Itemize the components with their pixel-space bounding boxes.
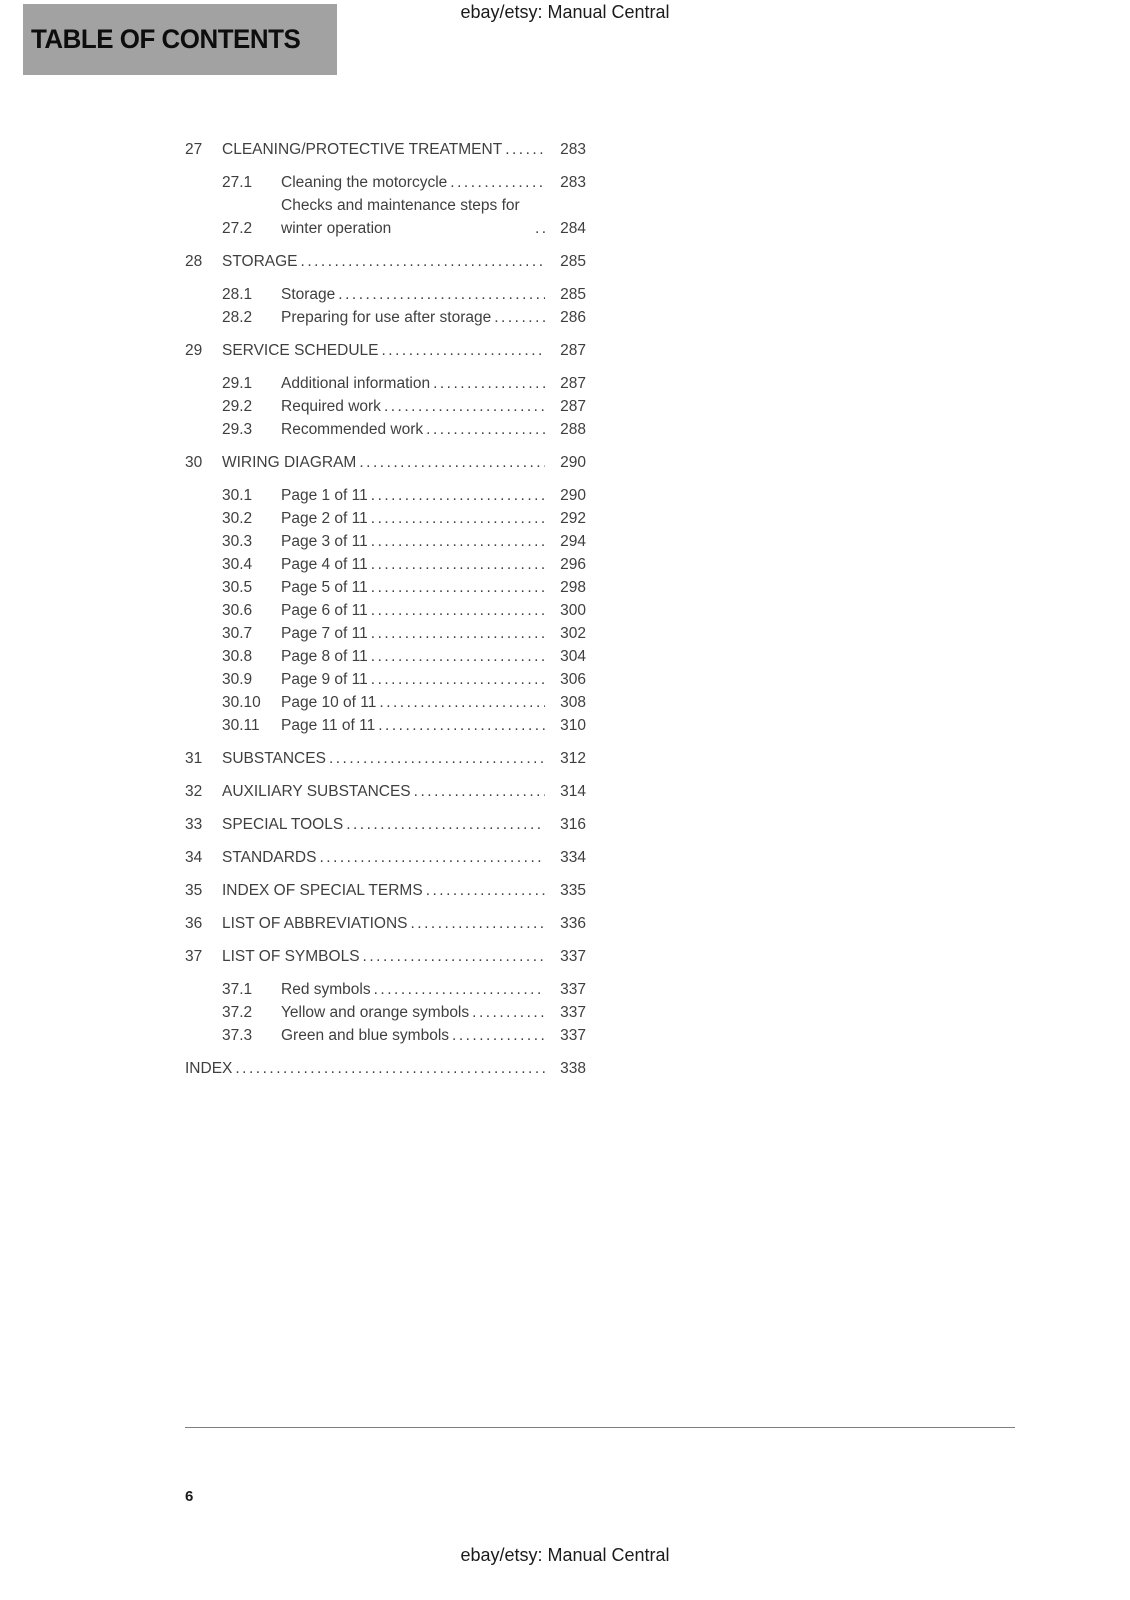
entry-page-number: 302 (560, 625, 586, 642)
entry-page-number: 337 (560, 948, 586, 965)
banner-title: TABLE OF CONTENTS (31, 24, 301, 54)
entry-title: Page 4 of 11 (281, 556, 368, 573)
entry-title: Page 2 of 11 (281, 510, 368, 527)
dot-leader (371, 599, 545, 622)
toc-chapter-row (185, 780, 586, 803)
entry-title-area (281, 553, 550, 576)
entry-title-area (281, 599, 550, 622)
entry-title: SUBSTANCES (222, 750, 326, 767)
entry-page-number: 287 (560, 342, 586, 359)
toc-section-row (185, 283, 586, 306)
entry-page-number: 335 (560, 882, 586, 899)
entry-number: 37.3 (222, 1027, 253, 1044)
dot-leader (535, 217, 545, 240)
dot-leader (371, 576, 545, 599)
header-title: ebay/etsy: Manual Central (460, 2, 670, 22)
entry-number: 27.2 (222, 220, 253, 237)
entry-number: 29.1 (222, 375, 253, 392)
entry-number: 34 (185, 849, 203, 866)
entry-number: 33 (185, 816, 203, 833)
entry-title-area (222, 912, 550, 935)
entry-title: Page 9 of 11 (281, 671, 368, 688)
entry-page-number: 287 (560, 398, 586, 415)
entry-title-area (281, 372, 550, 395)
entry-number: 37.2 (222, 1004, 253, 1021)
toc-section-row (185, 418, 586, 441)
dot-leader (381, 339, 545, 362)
entry-title-area (281, 395, 550, 418)
toc-section-row (185, 553, 586, 576)
toc-section-row (185, 530, 586, 553)
entry-number: 30.10 (222, 694, 261, 711)
entry-title: INDEX (185, 1060, 233, 1077)
entry-page-number: 337 (560, 981, 586, 998)
entry-title: Required work (281, 398, 381, 415)
entry-title: Storage (281, 286, 336, 303)
entry-page-number: 290 (560, 454, 586, 471)
dot-leader (235, 1057, 545, 1080)
entry-number: 30 (185, 454, 203, 471)
entry-page-number: 334 (560, 849, 586, 866)
dot-leader (363, 945, 545, 968)
entry-title: INDEX OF SPECIAL TERMS (222, 882, 423, 899)
toc-section-row (185, 645, 586, 668)
dot-leader (414, 780, 545, 803)
entry-title: Cleaning the motorcycle (281, 174, 448, 191)
toc-section-row (185, 395, 586, 418)
toc-chapter-row (185, 250, 586, 273)
entry-title-area (281, 194, 550, 240)
entry-title-area (222, 945, 550, 968)
entry-title-area (281, 1001, 550, 1024)
entry-number: 30.1 (222, 487, 253, 504)
toc-list (185, 128, 586, 1090)
entry-number: 30.2 (222, 510, 253, 527)
entry-title: Page 6 of 11 (281, 602, 368, 619)
entry-page-number: 312 (560, 750, 586, 767)
entry-page-number: 310 (560, 717, 586, 734)
entry-page-number: 286 (560, 309, 586, 326)
entry-page-number: 283 (560, 174, 586, 191)
entry-page-number: 337 (560, 1004, 586, 1021)
entry-page-number: 292 (560, 510, 586, 527)
entry-page-number: 285 (560, 286, 586, 303)
toc-chapter-row (185, 879, 586, 902)
entry-page-number: 314 (560, 783, 586, 800)
entry-title: Page 10 of 11 (281, 694, 377, 711)
entry-number: 32 (185, 783, 203, 800)
entry-title-area (281, 645, 550, 668)
entry-number: 29 (185, 342, 203, 359)
dot-leader (371, 507, 545, 530)
dot-leader (374, 978, 545, 1001)
entry-number: 27 (185, 141, 203, 158)
entry-title-area (222, 138, 550, 161)
entry-number: 30.9 (222, 671, 253, 688)
toc-section-row (185, 714, 586, 737)
entry-title-area (222, 747, 550, 770)
entry-title: Page 11 of 11 (281, 717, 376, 734)
entry-number: 29.3 (222, 421, 253, 438)
entry-number: 30.8 (222, 648, 253, 665)
toc-chapter-row (185, 912, 586, 935)
entry-page-number: 306 (560, 671, 586, 688)
dot-leader (379, 691, 545, 714)
entry-number: 31 (185, 750, 203, 767)
toc-section-row (185, 622, 586, 645)
entry-title: SPECIAL TOOLS (222, 816, 344, 833)
entry-number: 30.6 (222, 602, 253, 619)
toc-chapter-row (185, 451, 586, 474)
entry-number: 35 (185, 882, 203, 899)
entry-title: Page 7 of 11 (281, 625, 368, 642)
dot-leader (450, 171, 545, 194)
entry-page-number: 294 (560, 533, 586, 550)
toc-chapter-row (185, 813, 586, 836)
dot-leader (426, 418, 545, 441)
entry-page-number: 337 (560, 1027, 586, 1044)
entry-title-area (281, 576, 550, 599)
entry-title: Green and blue symbols (281, 1027, 450, 1044)
dot-leader (359, 451, 545, 474)
entry-page-number: 285 (560, 253, 586, 270)
entry-title-area (281, 507, 550, 530)
dot-leader (494, 306, 545, 329)
entry-title-area (185, 1057, 550, 1080)
entry-title-area (281, 171, 550, 194)
toc-chapter-row (185, 138, 586, 161)
toc-section-row (185, 484, 586, 507)
toc-section-row (185, 1001, 586, 1024)
entry-page-number: 283 (560, 141, 586, 158)
dot-leader (371, 645, 545, 668)
toc-section-row (185, 599, 586, 622)
entry-title-area (281, 714, 550, 737)
entry-title-area (222, 780, 550, 803)
toc-section-row (185, 372, 586, 395)
dot-leader (505, 138, 545, 161)
dot-leader (378, 714, 545, 737)
entry-title: Checks and maintenance steps for winter operation (281, 197, 520, 237)
toc-section-row (185, 691, 586, 714)
dot-leader (301, 250, 545, 273)
toc-chapter-row (185, 339, 586, 362)
entry-number: 28 (185, 253, 203, 270)
entry-title-area (281, 484, 550, 507)
entry-page-number: 296 (560, 556, 586, 573)
dot-leader (371, 553, 545, 576)
dot-leader (371, 622, 545, 645)
entry-page-number: 316 (560, 816, 586, 833)
entry-page-number: 284 (560, 220, 586, 237)
entry-number: 30.5 (222, 579, 253, 596)
entry-page-number: 290 (560, 487, 586, 504)
entry-title-area (222, 846, 550, 869)
entry-title: LIST OF SYMBOLS (222, 948, 360, 965)
entry-page-number: 300 (560, 602, 586, 619)
entry-title-area (222, 813, 550, 836)
entry-page-number: 298 (560, 579, 586, 596)
entry-title-area (281, 668, 550, 691)
entry-title: Page 3 of 11 (281, 533, 368, 550)
dot-leader (410, 912, 545, 935)
toc-chapter-row (185, 1057, 586, 1080)
entry-number: 30.11 (222, 717, 260, 734)
entry-title-area (281, 691, 550, 714)
entry-title: Additional information (281, 375, 431, 392)
dot-leader (452, 1024, 545, 1047)
entry-title-area (281, 306, 550, 329)
dot-leader (338, 283, 545, 306)
entry-number: 36 (185, 915, 203, 932)
entry-number: 37 (185, 948, 203, 965)
dot-leader (346, 813, 545, 836)
entry-title-area (281, 622, 550, 645)
toc-section-row (185, 306, 586, 329)
entry-number: 27.1 (222, 174, 253, 191)
entry-number: 37.1 (222, 981, 253, 998)
page-number: 6 (185, 1488, 194, 1505)
footer-divider (185, 1427, 1015, 1428)
footer-title: ebay/etsy: Manual Central (460, 1545, 670, 1565)
entry-title: LIST OF ABBREVIATIONS (222, 915, 408, 932)
toc-chapter-row (185, 747, 586, 770)
entry-title-area (222, 451, 550, 474)
entry-title-area (222, 339, 550, 362)
entry-number: 30.4 (222, 556, 253, 573)
entry-title-area (281, 283, 550, 306)
entry-title-area (281, 418, 550, 441)
dot-leader (472, 1001, 545, 1024)
entry-title: SERVICE SCHEDULE (222, 342, 379, 359)
entry-title-area (281, 530, 550, 553)
entry-number: 30.7 (222, 625, 253, 642)
toc-chapter-row (185, 945, 586, 968)
entry-number: 30.3 (222, 533, 253, 550)
toc-section-row (185, 194, 586, 240)
entry-number: 28.2 (222, 309, 253, 326)
entry-number: 28.1 (222, 286, 253, 303)
entry-title: CLEANING/PROTECTIVE TREATMENT (222, 141, 503, 158)
toc-section-row (185, 668, 586, 691)
dot-leader (433, 372, 545, 395)
entry-title: STORAGE (222, 253, 298, 270)
entry-title: AUXILIARY SUBSTANCES (222, 783, 411, 800)
entry-title: WIRING DIAGRAM (222, 454, 357, 471)
entry-title: Recommended work (281, 421, 424, 438)
toc-section-row (185, 576, 586, 599)
entry-title-area (222, 250, 550, 273)
dot-leader (319, 846, 545, 869)
entry-page-number: 304 (560, 648, 586, 665)
entry-title-area (281, 978, 550, 1001)
entry-page-number: 336 (560, 915, 586, 932)
entry-title: Red symbols (281, 981, 371, 998)
dot-leader (384, 395, 545, 418)
toc-chapter-row (185, 846, 586, 869)
dot-leader (371, 668, 545, 691)
dot-leader (371, 530, 545, 553)
entry-title: Preparing for use after storage (281, 309, 492, 326)
table-of-contents-banner (23, 4, 337, 75)
toc-section-row (185, 507, 586, 530)
toc-section-row (185, 1024, 586, 1047)
entry-page-number: 338 (560, 1060, 586, 1077)
entry-page-number: 308 (560, 694, 586, 711)
entry-number: 29.2 (222, 398, 253, 415)
toc-section-row (185, 171, 586, 194)
entry-title: Page 5 of 11 (281, 579, 368, 596)
entry-title: Yellow and orange symbols (281, 1004, 470, 1021)
entry-title-area (222, 879, 550, 902)
entry-title: Page 8 of 11 (281, 648, 368, 665)
entry-page-number: 288 (560, 421, 586, 438)
toc-section-row (185, 978, 586, 1001)
entry-title: Page 1 of 11 (281, 487, 368, 504)
dot-leader (329, 747, 545, 770)
dot-leader (371, 484, 545, 507)
dot-leader (426, 879, 545, 902)
entry-page-number: 287 (560, 375, 586, 392)
entry-title: STANDARDS (222, 849, 317, 866)
entry-title-area (281, 1024, 550, 1047)
